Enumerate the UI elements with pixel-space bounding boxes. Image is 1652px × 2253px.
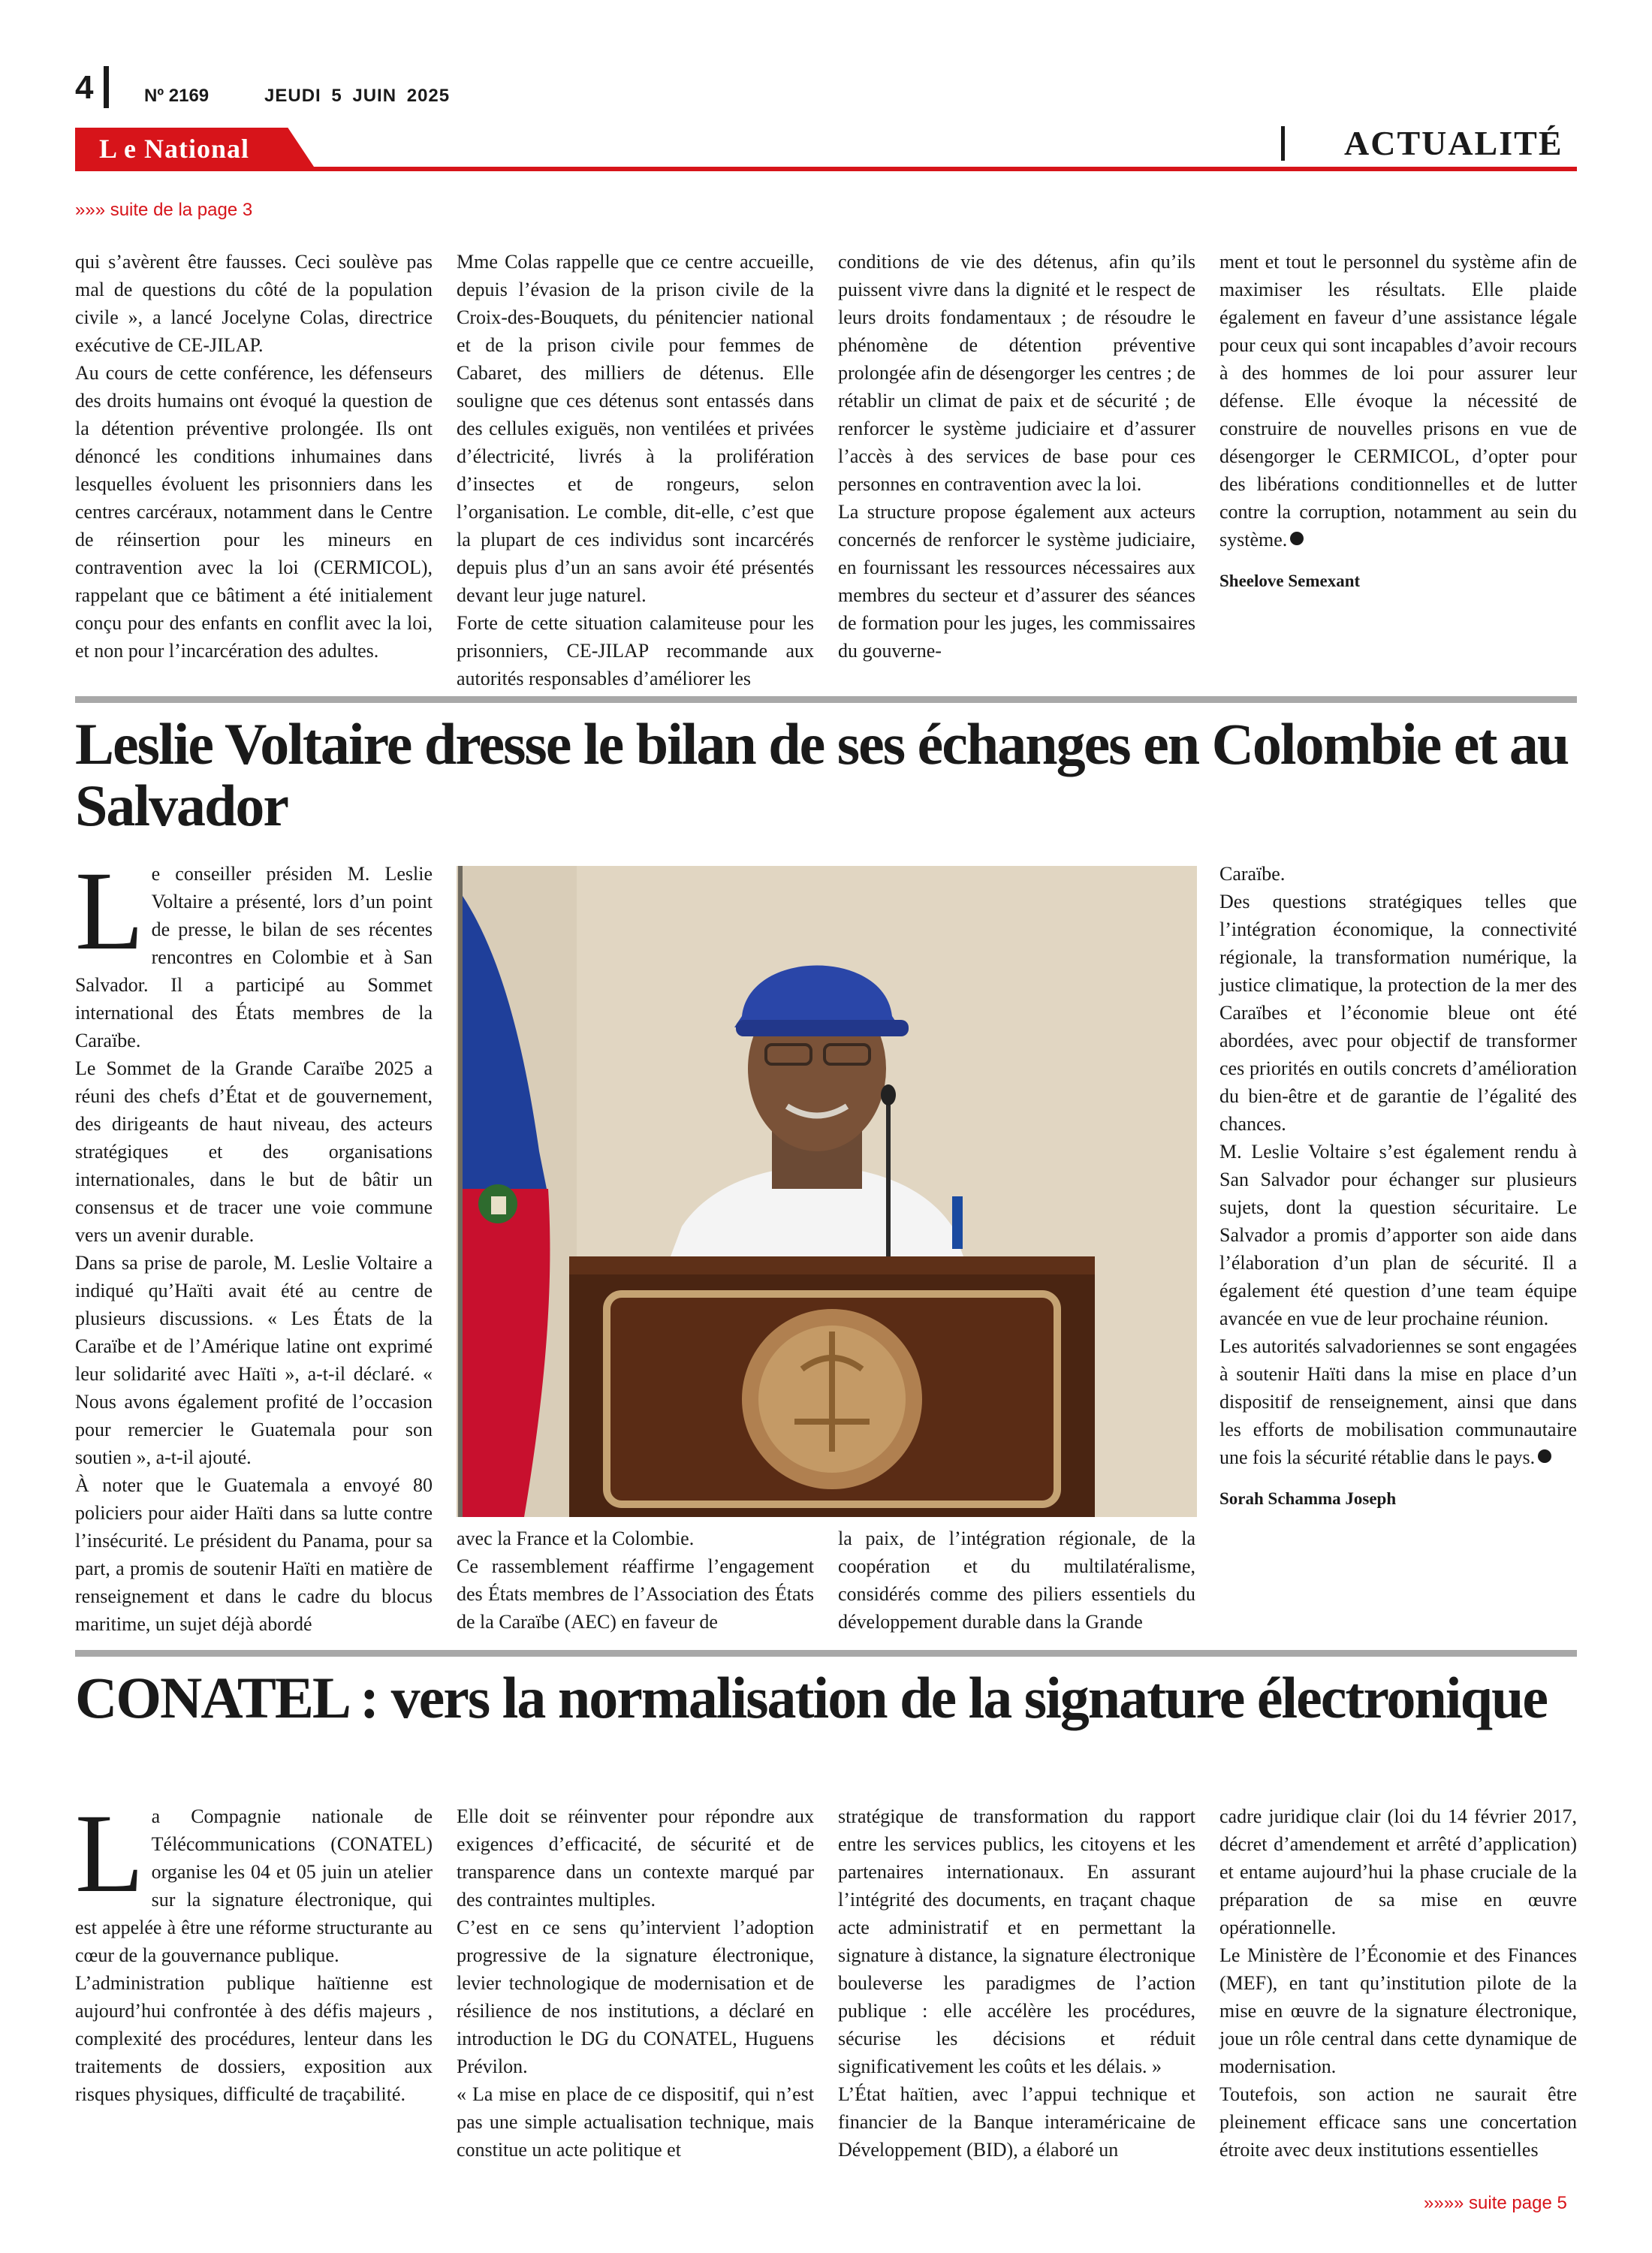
article2-column-1 xyxy=(75,849,433,1638)
paragraph: Elle doit se réinventer pour répondre aux exigences d’efficacité, de sécurité et de transparence dans un contexte marqué par des contraintes multiples. xyxy=(457,1805,814,1911)
article3-headline: CONATEL : vers la normalisation de la signature électronique xyxy=(75,1665,1547,1730)
article2-column-3 xyxy=(838,1525,1195,1636)
article2-column-2 xyxy=(457,1525,814,1636)
paragraph: Toutefois, son action ne saurait être pleinement efficace sans une concertation étroite avec deux institutions essentielles xyxy=(1219,2083,1577,2161)
paragraph: ment et tout le personnel du système afin de maximiser les résultats. Elle plaide également en faveur d’une assistance légale pour ceux qui sont incapables d’avoir recours à des hommes de loi pour assurer leur défense. Elle évoque la nécessité de construire de nouvelles prisons en vue de désengorger le CERMICOL, d’opter pour des libérations conditionnelles et de lutter contre la corruption, notamment au sein du système. xyxy=(1219,251,1577,550)
article1-author: Sheelove Semexant xyxy=(1219,572,1361,590)
paragraph: Dans sa prise de parole, M. Leslie Voltaire a indiqué qu’Haïti avait été au centre de plusieurs discussions. « Les États de la Caraïbe et de l’Amérique latine ont exprimé leur solidarité avec Haïti », a-t-il déclaré. « Nous avons également profité de l’occasion pour remercier le Guatemala pour son soutien », a-t-il ajouté. xyxy=(75,1252,433,1468)
end-mark-icon xyxy=(1538,1449,1551,1463)
paragraph: Le Sommet de la Grande Caraïbe 2025 a réuni des chefs d’État et de gouvernement, des dirigeants de haut niveau, des acteurs stratégiques et des organisations internationales, dans le but de bâtir un consensus et de tracer une voie commune vers un avenir durable. xyxy=(75,1057,433,1246)
paragraph: Le Ministère de l’Économie et des Finances (MEF), en tant qu’institution pilote de la mise en œuvre de la signature électronique, joue un rôle central dans cette dynamique de modernisation. xyxy=(1219,1944,1577,2077)
issue-number: Nº 2169 xyxy=(144,86,210,106)
article2-photo xyxy=(457,866,1197,1517)
paragraph: C’est en ce sens qu’intervient l’adoption progressive de la signature électronique, levier technologique de modernisation et de résilience de nos institutions, a déclaré en introduction le DG du CONATEL, Huguens Prévilon. xyxy=(457,1917,814,2077)
paragraph: Ce rassemblement réaffirme l’engagement des États membres de l’Association des États de la Caraïbe (AEC) en faveur de xyxy=(457,1555,814,1633)
paragraph: Au cours de cette conférence, les défenseurs des droits humains ont évoqué la question de la détention préventive prolongée. Ils ont dénoncé les conditions inhumaines dans lesquelles évoluent les prisonniers dans les centres carcéraux, notamment dans le Centre de réinsertion pour les mineurs en contravention avec la loi (CERMICOL), rappelant que ce bâtiment a été initialement conçu pour des enfants en conflit avec la loi, et non pour l’incarcération des adultes. xyxy=(75,362,433,662)
article1-column-3 xyxy=(838,248,1195,665)
paragraph: la paix, de l’intégration régionale, de la coopération et du multilatéralisme, considérés comme des piliers essentiels du développement durable dans la Grande xyxy=(838,1528,1195,1633)
section-divider xyxy=(1281,126,1285,161)
paragraph: cadre juridique clair (loi du 14 février 2017, décret d’amendement et arrêté d’application) et entame aujourd’hui la phase cruciale de la préparation de sa mise en œuvre opérationnelle. xyxy=(1219,1805,1577,1938)
paragraph: Mme Colas rappelle que ce centre accueille, depuis l’évasion de la prison civile de la Croix-des-Bouquets, du pénitencier national et de la prison civile pour femmes de Cabaret, des milliers de détenus. Elle souligne que ces détenus sont entassés dans des cellules exiguës, non ventilées et privées d’électricité, livrés à la prolifération d’insectes et de rongeurs, selon l’organisation. Le comble, dit-elle, c’est que la plupart de ces individus sont incarcérés depuis plus d’un an sans avoir été présentés devant leur juge naturel. xyxy=(457,251,814,606)
paragraph: avec la France et la Colombie. xyxy=(457,1528,695,1549)
paragraph: conditions de vie des détenus, afin qu’ils puissent vivre dans la dignité et le respect de leurs droits fondamentaux ; de résoudre le phénomène de détention préventive prolongée afin de désengorger les centres ; de rétablir un climat de paix et de sécurité ; de renforcer le système judiciaire et d’assurer l’accès à des services de base pour ces personnes en contravention avec la loi. xyxy=(838,251,1195,495)
article-separator xyxy=(75,1650,1577,1657)
article3-column-2 xyxy=(457,1802,814,2164)
continued-to-link[interactable]: »»»» suite page 5 xyxy=(1424,2193,1567,2213)
page-number: 4 xyxy=(75,69,94,106)
paragraph: L’administration publique haïtienne est aujourd’hui confrontée à des défis majeurs , complexité des procédures, lenteur dans les traitements de dossiers, exposition aux risques physiques, difficulté de traçabilité. xyxy=(75,1972,433,2105)
paragraph: qui s’avèrent être fausses. Ceci soulève pas mal de questions du côté de la population civile », a lancé Jocelyne Colas, directrice exécutive de CE-JILAP. xyxy=(75,251,433,356)
paragraph: L’État haïtien, avec l’appui technique et financier de la Banque interaméricaine de Développement (BID), a élaboré un xyxy=(838,2083,1195,2161)
paragraph: À noter que le Guatemala a envoyé 80 policiers pour aider Haïti dans sa lutte contre l’insécurité. Le président du Panama, pour sa part, a promis de soutenir Haïti en matière de renseignement et dans le cadre du blocus maritime, un sujet déjà abordé xyxy=(75,1474,433,1635)
paragraph: Des questions stratégiques telles que l’intégration économique, la connectivité régionale, la transformation numérique, la justice climatique, la protection de la mer des Caraïbes et l’économie bleue ont été abordées, avec pour objectif de transformer ces priorités en outils concrets d’amélioration du bien-être et de garantie de l’égalité des chances. xyxy=(1219,891,1577,1135)
article1-column-4 xyxy=(1219,248,1577,595)
newspaper-name: L e National xyxy=(99,134,250,164)
paragraph: Forte de cette situation calamiteuse pour les prisonniers, CE-JILAP recommande aux autorités responsables d’améliorer les xyxy=(457,612,814,689)
paragraph: « La mise en place de ce dispositif, qui n’est pas une simple actualisation technique, mais constitue un acte politique et xyxy=(457,2083,814,2161)
page-number-divider xyxy=(104,66,109,108)
header-red-rule xyxy=(75,167,1577,171)
article3-dropcap: L xyxy=(75,1791,144,1916)
paragraph: M. Leslie Voltaire s’est également rendu à San Salvador pour échanger sur plusieurs sujets, dont la question sécuritaire. Le Salvador a promis d’apporter son aide dans l’élaboration d’un plan de sécurité. Il a également été question d’une team équipe avancée en vue de leur prochaine réunion. xyxy=(1219,1141,1577,1329)
end-mark-icon xyxy=(1290,532,1304,545)
paragraph: a Compagnie nationale de Télécommunications (CONATEL) organise les 04 et 05 juin un atelier sur la signature électronique, qui est appelée à être une réforme structurante au cœur de la gouvernance publique. xyxy=(75,1805,433,1966)
paragraph: e conseiller présiden M. Leslie Voltaire a présenté, lors d’un point de presse, le bilan de ses récentes rencontres en Colombie et à San Salvador. Il a participé au Sommet international des États membres de la Caraïbe. xyxy=(75,863,433,1051)
article2-author: Sorah Schamma Joseph xyxy=(1219,1489,1397,1508)
article3-column-4 xyxy=(1219,1802,1577,2164)
article-separator xyxy=(75,696,1577,703)
paragraph: Caraïbe. xyxy=(1219,863,1286,885)
paragraph: La structure propose également aux acteurs concernés de renforcer le système judiciaire, en fournissant les ressources nécessaires aux membres du secteur et d’assurer des séances de formation pour les juges, les commissaires du gouverne- xyxy=(838,501,1195,662)
paragraph: Les autorités salvadoriennes se sont engagées à soutenir Haïti dans la mise en place d’un dispositif de renseignement, ainsi que dans les efforts de mobilisation communautaire une fois la sécurité rétablie dans le pays. xyxy=(1219,1335,1577,1468)
paragraph: stratégique de transformation du rapport entre les services publics, les citoyens et les partenaires internationaux. En assurant l’intégrité des documents, en traçant chaque acte administratif et en permettant la signature à distance, la signature électronique bouleverse les paradigmes de l’action publique : elle accélère les procédures, sécurise les décisions et réduit significativement les coûts et les délais. » xyxy=(838,1805,1195,2077)
issue-date: JEUDI 5 JUIN 2025 xyxy=(264,86,451,106)
article2-headline: Leslie Voltaire dresse le bilan de ses échanges en Colombie et au Salvador xyxy=(75,711,1569,838)
article1-column-1 xyxy=(75,248,433,665)
article3-column-3 xyxy=(838,1802,1195,2164)
article2-column-4 xyxy=(1219,860,1577,1513)
continued-from-label: »»» suite de la page 3 xyxy=(75,200,253,220)
article2-dropcap: L xyxy=(75,849,144,973)
article1-column-2 xyxy=(457,248,814,692)
article3-column-1 xyxy=(75,1791,433,2108)
section-title: ACTUALITÉ xyxy=(1344,124,1563,162)
